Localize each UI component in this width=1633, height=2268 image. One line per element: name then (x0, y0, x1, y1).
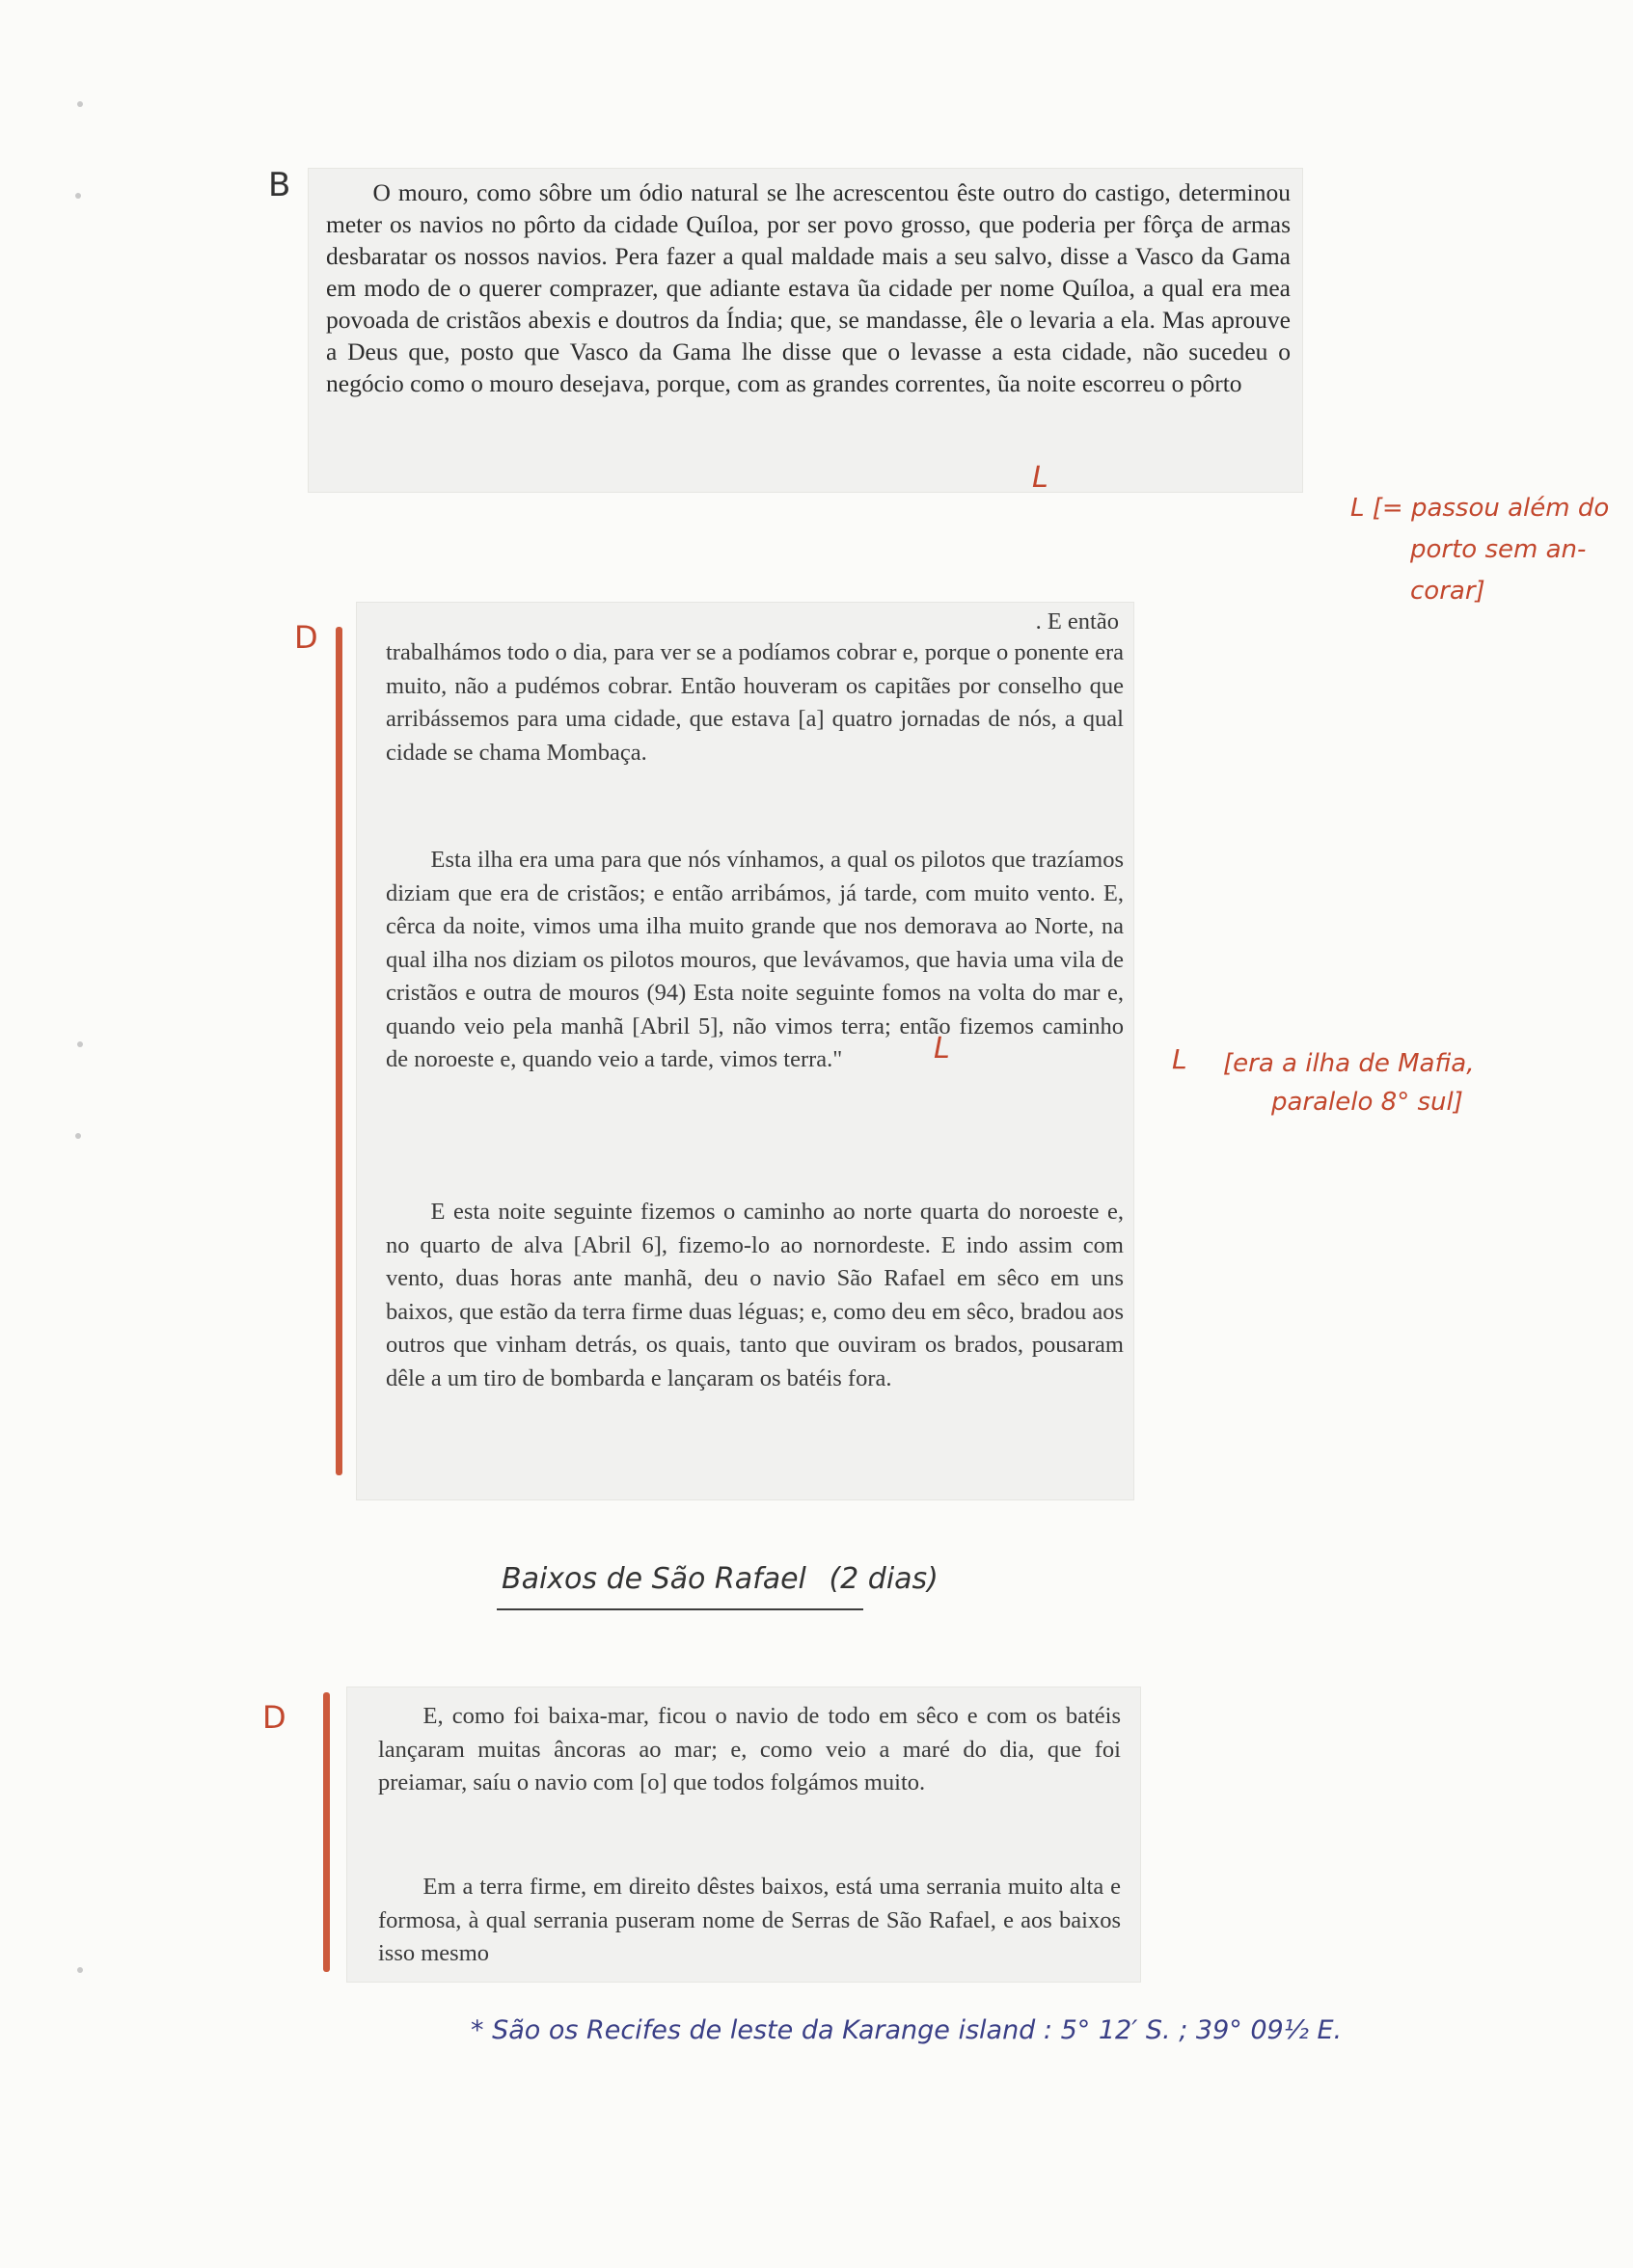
margin-dot (77, 1967, 83, 1973)
margin-note-2-line-1: [era a ilha de Mafia, (1223, 1049, 1475, 1078)
mark-l1: L (1032, 461, 1048, 495)
margin-note-1-line-2: porto sem an- (1410, 535, 1587, 564)
margin-dot (77, 101, 83, 107)
red-margin-bar-1 (336, 627, 342, 1475)
margin-note-1-line-1: L [= passou além do (1350, 494, 1610, 523)
label-d2: D (262, 1699, 286, 1736)
margin-dot (77, 1041, 83, 1047)
paragraph-4: E esta noite seguinte fizemos o caminho ao norte quarta do noroeste e, no quarto de alva [Abril 6], fizemo-lo ao nornordeste. E indo assim com vento, duas horas ante manhã, deu o navio São Rafael em sêco em uns baixos, que estão da terra firme duas léguas; e, como deu em sêco, bradou aos outros que vinham detrás, os quais, tanto que ouviram os brados, pousaram dêle a um tiro de bombarda e lançaram os batéis fora. (386, 1199, 1124, 1391)
margin-dot (75, 1133, 81, 1139)
paragraph-5: E, como foi baixa-mar, ficou o navio de todo em sêco e com os batéis lançaram muitas âncoras ao mar; e, como veio a maré do dia, que foi preiamar, saíu o navio com [o] que todos folgámos muito. (378, 1703, 1121, 1796)
paragraph-6: Em a terra firme, em direito dêstes baixos, está uma serrania muito alta e formosa, à qual serrania puseram nome de Serras de São Rafael, e aos baixos isso mesmo (378, 1874, 1121, 1966)
section-heading-title: Baixos de São Rafael (502, 1562, 806, 1596)
footnote: * São os Recifes de leste da Karange island : 5° 12′ S. ; 39° 09½ E. (471, 2015, 1343, 2045)
paragraph-2: trabalhámos todo o dia, para ver se a podíamos cobrar e, porque o ponente era muito, não a pudémos cobrar. Então houveram os capitães por conselho que arribássemos para uma cidade, que estava [a] quatro jornadas de nós, a qual cidade se chama Mombaça. (386, 639, 1124, 766)
section-heading (502, 1562, 939, 1596)
label-d1: D (294, 619, 318, 656)
margin-note-1-line-3: corar] (1410, 577, 1485, 606)
heading-underline (497, 1608, 863, 1610)
margin-note-2-line-2: paralelo 8° sul] (1271, 1088, 1463, 1117)
mark-l3: L (1172, 1043, 1187, 1075)
paragraph-3: Esta ilha era uma para que nós vínhamos, a qual os pilotos que trazíamos diziam que era de cristãos; e então arribámos, já tarde, com muito vento. E, cêrca da noite, vimos uma ilha muito grande que nos demorava ao Norte, na qual ilha nos diziam os pilotos mouros, que levávamos, que havia uma vila de cristãos e outra de mouros (94) Esta noite seguinte fomos na volta do mar e, quando veio pela manhã [Abril 5], não vimos terra; então fizemos caminho de noroeste e, quando veio a tarde, vimos terra." (386, 847, 1124, 1072)
red-margin-bar-2 (323, 1692, 330, 1972)
paragraph-1: O mouro, como sôbre um ódio natural se lhe acrescentou êste outro do castigo, determinou meter os navios no pôrto da cidade Quíloa, por ser povo grosso, que poderia per fôrça de armas desbaratar os nossos navios. Pera fazer a qual maldade mais a seu salvo, disse a Vasco da Gama em modo de o querer comprazer, que adiante estava ũa cidade per nome Quíloa, a qual era mea povoada de cristãos abexis e doutros da Índia; que, se mandasse, êle o levaria a ela. Mas aprouve a Deus que, posto que Vasco da Gama lhe disse que o levasse a esta cidade, não sucedeu o negócio como o mouro desejava, porque, com as grandes correntes, ũa noite escorreu o pôrto (326, 178, 1291, 397)
mark-l2: L (934, 1032, 950, 1066)
section-heading-suffix: (2 dias) (829, 1562, 939, 1596)
margin-dot (75, 193, 81, 199)
paragraph-2-head: . E então (1035, 608, 1119, 634)
label-b: B (268, 166, 291, 204)
